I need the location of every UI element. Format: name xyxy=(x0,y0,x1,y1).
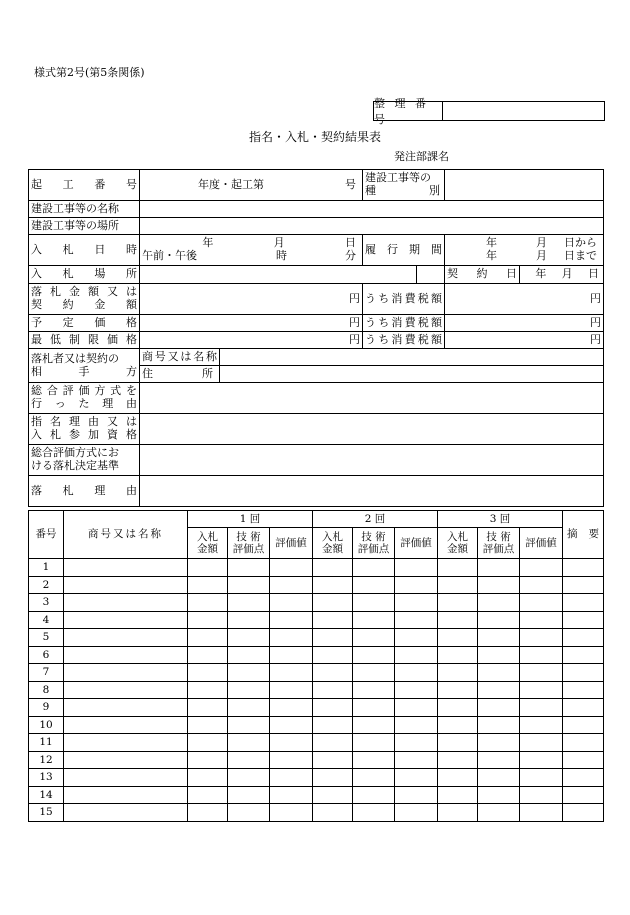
bid-cell[interactable] xyxy=(188,751,228,769)
row-number: 3 xyxy=(29,594,64,612)
bid-cell[interactable] xyxy=(313,751,353,769)
min-limit-tax-value[interactable]: 円 xyxy=(445,332,604,349)
bid-cell[interactable] xyxy=(64,664,188,682)
round-3-header: 3 回 xyxy=(438,511,563,528)
bid-cell[interactable] xyxy=(270,804,313,822)
bid-cell[interactable] xyxy=(313,594,353,612)
bid-datetime-value[interactable]: 年 月 日 午前・午後 時 分 xyxy=(140,235,363,266)
row-number: 10 xyxy=(29,716,64,734)
bid-cell[interactable] xyxy=(478,646,520,664)
bid-cell[interactable] xyxy=(188,559,228,577)
shubetsu-label-2: 種 xyxy=(365,184,377,197)
bid-cell[interactable] xyxy=(270,751,313,769)
bid-cell[interactable] xyxy=(353,786,395,804)
bid-cell[interactable] xyxy=(395,716,438,734)
bid-cell[interactable] xyxy=(270,611,313,629)
info-row-winner-address: 住 所 xyxy=(29,366,604,383)
department-label: 発注部課名 xyxy=(394,150,449,163)
bid-cell[interactable] xyxy=(353,716,395,734)
planned-price-label: 予 定 価 格 xyxy=(31,315,137,329)
bid-name-header: 商号又は名称 xyxy=(64,511,188,559)
eval-reason-value[interactable] xyxy=(140,383,604,414)
kiko-label: 起 工 番 号 xyxy=(31,177,137,191)
bid-cell[interactable] xyxy=(438,804,478,822)
bid-cell[interactable] xyxy=(478,734,520,752)
bid-cell[interactable] xyxy=(478,681,520,699)
bid-cell[interactable] xyxy=(395,699,438,717)
bid-cell[interactable] xyxy=(563,734,604,752)
info-row-planned-price xyxy=(29,315,604,332)
bid-cell[interactable] xyxy=(395,734,438,752)
bid-cell[interactable] xyxy=(270,594,313,612)
bid-cell[interactable] xyxy=(395,594,438,612)
ampm-label: 午前・午後 xyxy=(142,249,197,262)
bid-cell[interactable] xyxy=(563,769,604,787)
period-label: 履 行 期 間 xyxy=(365,242,443,256)
bid-cell[interactable] xyxy=(188,664,228,682)
info-row-bid-place xyxy=(29,266,604,284)
bid-cell[interactable] xyxy=(313,559,353,577)
trade-name-label: 商 号 又 は 名 称 xyxy=(142,349,217,363)
planned-tax-label: う ち 消 費 税 額 xyxy=(365,315,442,329)
page-title: 指名・入札・契約結果表 xyxy=(248,130,381,144)
bid-cell[interactable] xyxy=(228,699,270,717)
bid-cell[interactable] xyxy=(64,716,188,734)
bid-cell[interactable] xyxy=(188,786,228,804)
bid-cell[interactable] xyxy=(478,751,520,769)
bid-cell[interactable] xyxy=(270,629,313,647)
bid-cell[interactable] xyxy=(353,734,395,752)
bid-cell[interactable] xyxy=(520,751,563,769)
winner-name-value[interactable] xyxy=(220,349,604,366)
info-row-eval-reason: 総 合 評 価 方 式 を 行 っ た 理 由 xyxy=(29,383,604,414)
bid-cell[interactable] xyxy=(395,751,438,769)
bid-cell[interactable] xyxy=(395,769,438,787)
bid-cell[interactable] xyxy=(478,716,520,734)
bid-cell[interactable] xyxy=(188,769,228,787)
row-number: 7 xyxy=(29,664,64,682)
award-reason-value[interactable] xyxy=(140,476,604,507)
bid-cell[interactable] xyxy=(228,734,270,752)
bid-cell[interactable] xyxy=(478,769,520,787)
management-number-box xyxy=(373,97,605,126)
bid-cell[interactable] xyxy=(563,664,604,682)
winner-label-1: 落札者又は契約の xyxy=(31,351,119,365)
bid-cell[interactable] xyxy=(478,664,520,682)
bid-cell[interactable] xyxy=(313,804,353,822)
bid-cell[interactable] xyxy=(438,611,478,629)
bid-cell[interactable] xyxy=(228,594,270,612)
bid-cell[interactable] xyxy=(64,751,188,769)
bid-cell[interactable] xyxy=(64,594,188,612)
bid-cell[interactable] xyxy=(313,664,353,682)
info-row-eval-basis: 総合評価方式にお ける落札決定基準 xyxy=(29,445,604,476)
bid-cell[interactable] xyxy=(563,594,604,612)
planned-price-value[interactable]: 円 xyxy=(140,315,363,332)
bid-cell[interactable] xyxy=(395,611,438,629)
shubetsu-label-1: 建設工事等の xyxy=(365,171,432,185)
award-amount-value[interactable]: 円 xyxy=(140,284,363,315)
name-value[interactable] xyxy=(140,201,604,218)
bid-cell[interactable] xyxy=(313,629,353,647)
row-number: 5 xyxy=(29,629,64,647)
bid-results-table xyxy=(28,510,604,822)
table-row xyxy=(29,716,604,734)
bid-cell[interactable] xyxy=(563,611,604,629)
bid-cell[interactable] xyxy=(563,751,604,769)
bid-cell[interactable] xyxy=(64,804,188,822)
bid-cell[interactable] xyxy=(353,769,395,787)
row-number: 4 xyxy=(29,611,64,629)
bid-cell[interactable] xyxy=(478,611,520,629)
period-value[interactable]: 年 月 日から 年 月 日まで xyxy=(445,235,604,266)
bid-cell[interactable] xyxy=(520,559,563,577)
table-row xyxy=(29,576,604,594)
bid-cell[interactable] xyxy=(438,769,478,787)
table-row xyxy=(29,804,604,822)
min-limit-label: 最 低 制 限 価 格 xyxy=(31,332,137,346)
bid-cell[interactable] xyxy=(438,734,478,752)
award-amount-label-1: 落 札 金 額 又 は xyxy=(31,285,137,299)
bid-cell[interactable] xyxy=(270,699,313,717)
row-number: 8 xyxy=(29,681,64,699)
bid-cell[interactable] xyxy=(438,646,478,664)
bid-cell[interactable] xyxy=(228,786,270,804)
bid-cell[interactable] xyxy=(438,751,478,769)
bid-cell[interactable] xyxy=(228,646,270,664)
management-number-field[interactable] xyxy=(443,102,604,120)
bid-cell[interactable] xyxy=(563,699,604,717)
bid-cell[interactable] xyxy=(188,804,228,822)
table-row xyxy=(29,786,604,804)
bid-cell[interactable] xyxy=(313,681,353,699)
bid-cell[interactable] xyxy=(228,716,270,734)
bid-no-header: 番号 xyxy=(29,511,64,559)
bid-cell[interactable] xyxy=(520,646,563,664)
shubetsu-value[interactable] xyxy=(445,170,604,201)
bid-cell[interactable] xyxy=(520,804,563,822)
row-number: 11 xyxy=(29,734,64,752)
winner-address-value[interactable] xyxy=(220,366,604,383)
bid-cell[interactable] xyxy=(520,611,563,629)
row-number: 13 xyxy=(29,769,64,787)
bid-cell[interactable] xyxy=(270,646,313,664)
shubetsu-label-3: 別 xyxy=(429,184,441,197)
bid-cell[interactable] xyxy=(228,576,270,594)
bid-cell[interactable] xyxy=(313,611,353,629)
bid-cell[interactable] xyxy=(395,629,438,647)
form-reference: 様式第2号(第5条関係) xyxy=(34,66,145,79)
bid-cell[interactable] xyxy=(228,629,270,647)
bid-cell[interactable] xyxy=(520,629,563,647)
bid-cell[interactable] xyxy=(353,611,395,629)
kiko-value-cell[interactable] xyxy=(140,170,363,201)
bid-cell[interactable] xyxy=(228,664,270,682)
table-row xyxy=(29,646,604,664)
bid-cell[interactable] xyxy=(438,594,478,612)
bid-cell[interactable] xyxy=(395,664,438,682)
row-number: 1 xyxy=(29,559,64,577)
bid-cell[interactable] xyxy=(563,629,604,647)
bid-cell[interactable] xyxy=(520,594,563,612)
bid-cell[interactable] xyxy=(313,716,353,734)
award-reason-label: 落 札 理 由 xyxy=(31,483,137,497)
name-label: 建設工事等の名称 xyxy=(29,201,140,218)
bid-cell[interactable] xyxy=(563,576,604,594)
table-row xyxy=(29,769,604,787)
bid-cell[interactable] xyxy=(520,699,563,717)
info-row-place xyxy=(29,218,604,235)
bid-cell[interactable] xyxy=(64,699,188,717)
bid-cell[interactable] xyxy=(353,804,395,822)
bid-cell[interactable] xyxy=(563,786,604,804)
bid-cell[interactable] xyxy=(520,786,563,804)
bid-cell[interactable] xyxy=(64,611,188,629)
min-limit-tax-label: う ち 消 費 税 額 xyxy=(365,332,442,346)
bid-cell[interactable] xyxy=(313,769,353,787)
bid-cell[interactable] xyxy=(353,699,395,717)
bid-cell[interactable] xyxy=(228,751,270,769)
info-row-min-limit xyxy=(29,332,604,349)
bid-cell[interactable] xyxy=(64,576,188,594)
kiko-suffix: 号 xyxy=(345,177,357,191)
bid-header-row-1 xyxy=(29,511,604,528)
bid-cell[interactable] xyxy=(64,734,188,752)
table-row xyxy=(29,559,604,577)
bid-cell[interactable] xyxy=(188,611,228,629)
bid-cell[interactable] xyxy=(438,786,478,804)
bid-cell[interactable] xyxy=(353,594,395,612)
bid-cell[interactable] xyxy=(438,559,478,577)
bid-cell[interactable] xyxy=(188,594,228,612)
bid-cell[interactable] xyxy=(353,664,395,682)
bid-cell[interactable] xyxy=(520,769,563,787)
info-row-award-amount xyxy=(29,284,604,315)
bid-cell[interactable] xyxy=(188,681,228,699)
bid-cell[interactable] xyxy=(313,734,353,752)
bid-cell[interactable] xyxy=(520,681,563,699)
bid-cell[interactable] xyxy=(270,576,313,594)
bid-cell[interactable] xyxy=(270,734,313,752)
bid-cell[interactable] xyxy=(438,576,478,594)
bid-cell[interactable] xyxy=(353,646,395,664)
bid-place-label: 入 札 場 所 xyxy=(31,267,137,281)
bid-cell[interactable] xyxy=(478,629,520,647)
bid-cell[interactable] xyxy=(353,559,395,577)
award-amount-label-2: 契 約 金 額 xyxy=(31,298,137,311)
bid-cell[interactable] xyxy=(563,716,604,734)
info-row-winner-name: 落札者又は契約の 相 手 方 商 号 又 は 名 称 xyxy=(29,349,604,366)
bid-cell[interactable] xyxy=(353,629,395,647)
bid-cell[interactable] xyxy=(438,629,478,647)
table-row xyxy=(29,751,604,769)
bid-cell[interactable] xyxy=(520,716,563,734)
bid-cell[interactable] xyxy=(270,769,313,787)
place-value[interactable] xyxy=(140,218,604,235)
row-number: 15 xyxy=(29,804,64,822)
bid-cell[interactable] xyxy=(64,681,188,699)
nomination-value[interactable] xyxy=(140,414,604,445)
remarks-header: 摘 要 xyxy=(563,511,604,559)
bid-cell[interactable] xyxy=(228,769,270,787)
info-row-kiko xyxy=(29,170,604,201)
bid-cell[interactable] xyxy=(438,664,478,682)
info-row-award-reason xyxy=(29,476,604,507)
table-row xyxy=(29,681,604,699)
table-row xyxy=(29,594,604,612)
bid-cell[interactable] xyxy=(270,559,313,577)
row-number: 9 xyxy=(29,699,64,717)
bid-datetime-label: 入 札 日 時 xyxy=(31,242,137,256)
bid-cell[interactable] xyxy=(270,716,313,734)
bid-cell[interactable] xyxy=(188,734,228,752)
bid-place-value[interactable] xyxy=(140,266,417,284)
bid-cell[interactable] xyxy=(313,699,353,717)
bid-cell[interactable] xyxy=(478,786,520,804)
bid-cell[interactable] xyxy=(228,804,270,822)
bid-cell[interactable] xyxy=(270,664,313,682)
bid-cell[interactable] xyxy=(64,646,188,664)
bid-cell[interactable] xyxy=(478,804,520,822)
min-limit-value[interactable]: 円 xyxy=(140,332,363,349)
bid-cell[interactable] xyxy=(438,699,478,717)
bid-cell[interactable] xyxy=(438,716,478,734)
planned-tax-value[interactable]: 円 xyxy=(445,315,604,332)
bid-cell[interactable] xyxy=(395,646,438,664)
bid-cell[interactable] xyxy=(313,786,353,804)
row-number: 2 xyxy=(29,576,64,594)
bid-cell[interactable] xyxy=(520,664,563,682)
bid-cell[interactable] xyxy=(313,576,353,594)
bid-cell[interactable] xyxy=(520,734,563,752)
bid-header-row-2: 入札 金額 技 術 評価点 評価値 入札 金額 技 術 評価点 評価値 入札 金額 技 術 評価点 評価値 xyxy=(29,528,604,559)
bid-cell[interactable] xyxy=(395,804,438,822)
row-number: 6 xyxy=(29,646,64,664)
bid-cell[interactable] xyxy=(188,629,228,647)
table-row xyxy=(29,699,604,717)
bid-rows xyxy=(29,559,604,822)
bid-cell[interactable] xyxy=(353,751,395,769)
bid-cell[interactable] xyxy=(228,559,270,577)
info-row-nomination: 指 名 理 由 又 は 入 札 参 加 資 格 xyxy=(29,414,604,445)
table-row xyxy=(29,734,604,752)
table-row xyxy=(29,629,604,647)
bid-cell[interactable] xyxy=(188,699,228,717)
bid-cell[interactable] xyxy=(64,769,188,787)
bid-cell[interactable] xyxy=(228,681,270,699)
contract-info-table xyxy=(28,169,604,507)
bid-cell[interactable] xyxy=(64,559,188,577)
bid-cell[interactable] xyxy=(478,576,520,594)
info-row-name xyxy=(29,201,604,218)
info-row-bid-datetime xyxy=(29,235,604,266)
bid-cell[interactable] xyxy=(563,804,604,822)
round-1-header: 1 回 xyxy=(188,511,313,528)
bid-cell[interactable] xyxy=(395,786,438,804)
award-tax-value[interactable]: 円 xyxy=(445,284,604,315)
round-2-header: 2 回 xyxy=(313,511,438,528)
bid-cell[interactable] xyxy=(563,559,604,577)
row-number: 12 xyxy=(29,751,64,769)
bid-cell[interactable] xyxy=(270,681,313,699)
bid-cell[interactable] xyxy=(353,681,395,699)
bid-cell[interactable] xyxy=(438,681,478,699)
bid-cell[interactable] xyxy=(228,611,270,629)
table-row xyxy=(29,664,604,682)
contract-date-label: 契 約 日 xyxy=(445,266,520,283)
bid-cell[interactable] xyxy=(520,576,563,594)
bid-cell[interactable] xyxy=(478,594,520,612)
place-label: 建設工事等の場所 xyxy=(29,218,140,235)
award-tax-label: う ち 消 費 税 額 xyxy=(365,291,442,305)
management-number-label: 整 理 番 号 xyxy=(374,102,443,120)
bid-cell[interactable] xyxy=(188,576,228,594)
eval-basis-value[interactable] xyxy=(140,445,604,476)
contract-date-value[interactable]: 年 月 日 xyxy=(535,267,600,281)
bid-cell[interactable] xyxy=(188,646,228,664)
bid-cell[interactable] xyxy=(563,681,604,699)
kiko-prefix: 年度・起工第 xyxy=(198,177,264,191)
bid-cell[interactable] xyxy=(395,681,438,699)
bid-cell[interactable] xyxy=(353,576,395,594)
row-number: 14 xyxy=(29,786,64,804)
bid-cell[interactable] xyxy=(270,786,313,804)
bid-cell[interactable] xyxy=(64,786,188,804)
bid-cell[interactable] xyxy=(563,646,604,664)
bid-cell[interactable] xyxy=(478,699,520,717)
table-row xyxy=(29,611,604,629)
bid-cell[interactable] xyxy=(395,576,438,594)
bid-cell[interactable] xyxy=(395,559,438,577)
bid-cell[interactable] xyxy=(313,646,353,664)
bid-cell[interactable] xyxy=(64,629,188,647)
bid-cell[interactable] xyxy=(478,559,520,577)
bid-cell[interactable] xyxy=(188,716,228,734)
